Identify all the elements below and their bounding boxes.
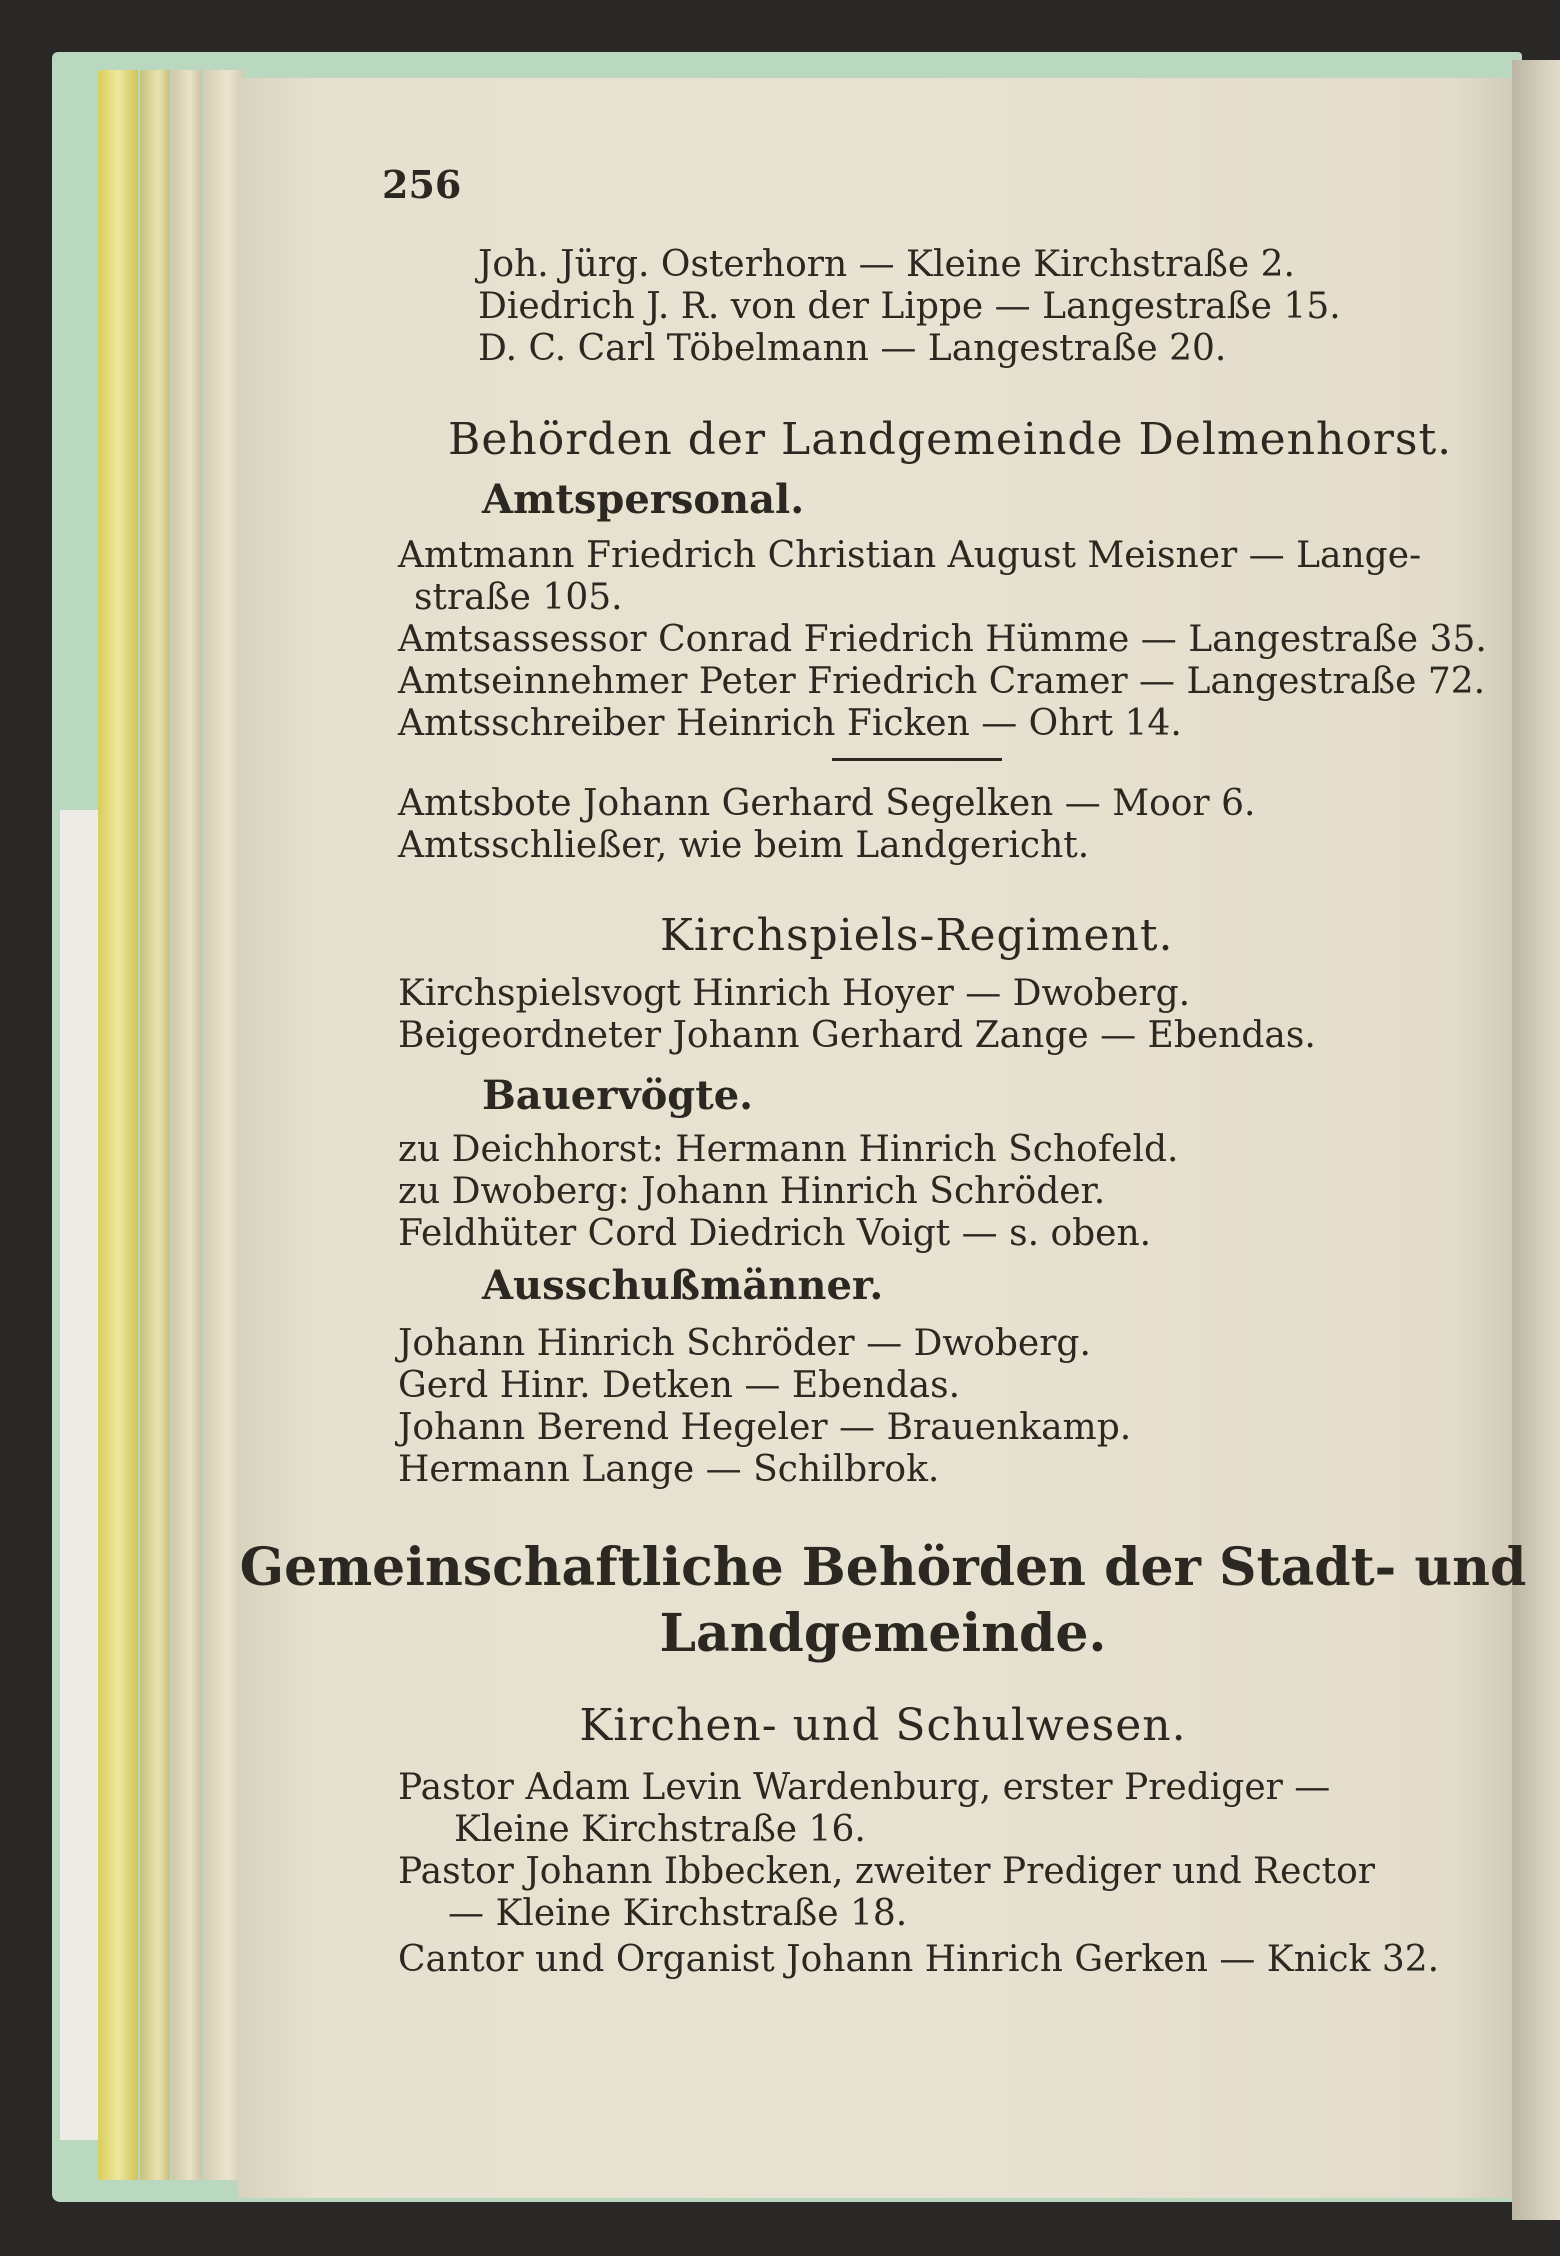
section-title: Landgemeinde. xyxy=(659,1603,1107,1664)
text-line: Johann Berend Hegeler — Brauenkamp. xyxy=(398,1407,1132,1448)
section-heading: Kirchen- und Schulwesen. xyxy=(579,1700,1187,1751)
text-line: straße 105. xyxy=(414,577,623,618)
text-line: Amtmann Friedrich Christian August Meisner — Lange- xyxy=(398,535,1422,576)
text-line: Cantor und Organist Johann Hinrich Gerken — Knick 32. xyxy=(398,1939,1440,1980)
text-line: Amtsschreiber Heinrich Ficken — Ohrt 14. xyxy=(398,703,1182,744)
text-line: Amtseinnehmer Peter Friedrich Cramer — Langestraße 72. xyxy=(398,661,1486,702)
text-line: Johann Hinrich Schröder — Dwoberg. xyxy=(398,1323,1091,1364)
subsection-heading: Bauervögte. xyxy=(482,1072,754,1119)
subsection-heading: Amtspersonal. xyxy=(482,476,805,523)
text-line: zu Deichhorst: Hermann Hinrich Schofeld. xyxy=(398,1129,1179,1170)
text-line: Amtsschließer, wie beim Landgericht. xyxy=(398,825,1090,866)
text-line: Pastor Johann Ibbecken, zweiter Prediger und Rector xyxy=(398,1851,1375,1892)
section-heading: Kirchspiels-Regiment. xyxy=(660,910,1174,961)
text-line: Amtsassessor Conrad Friedrich Hümme — Langestraße 35. xyxy=(398,619,1487,660)
text-line: zu Dwoberg: Johann Hinrich Schröder. xyxy=(398,1171,1106,1212)
text-line: Kleine Kirchstraße 16. xyxy=(454,1809,866,1850)
divider-rule xyxy=(832,758,1002,761)
text-line: Beigeordneter Johann Gerhard Zange — Ebendas. xyxy=(398,1015,1316,1056)
text-line: Feldhüter Cord Diedrich Voigt — s. oben. xyxy=(398,1213,1152,1254)
text-line: D. C. Carl Töbelmann — Langestraße 20. xyxy=(478,328,1227,369)
text-line: Gerd Hinr. Detken — Ebendas. xyxy=(398,1365,961,1406)
text-line: Kirchspielsvogt Hinrich Hoyer — Dwoberg. xyxy=(398,973,1191,1014)
subsection-heading: Ausschußmänner. xyxy=(482,1262,884,1309)
page-number: 256 xyxy=(382,162,462,207)
text-line: Diedrich J. R. von der Lippe — Langestraße 15. xyxy=(478,286,1341,327)
section-heading: Behörden der Landgemeinde Delmenhorst. xyxy=(448,414,1453,465)
text-line: Joh. Jürg. Osterhorn — Kleine Kirchstraße 2. xyxy=(478,244,1295,285)
text-line: Pastor Adam Levin Wardenburg, erster Prediger — xyxy=(398,1767,1331,1808)
section-title: Gemeinschaftliche Behörden der Stadt- und xyxy=(239,1537,1527,1598)
text-line: Amtsbote Johann Gerhard Segelken — Moor 6. xyxy=(398,783,1256,824)
text-line: — Kleine Kirchstraße 18. xyxy=(448,1893,908,1934)
text-line: Hermann Lange — Schilbrok. xyxy=(398,1449,940,1490)
